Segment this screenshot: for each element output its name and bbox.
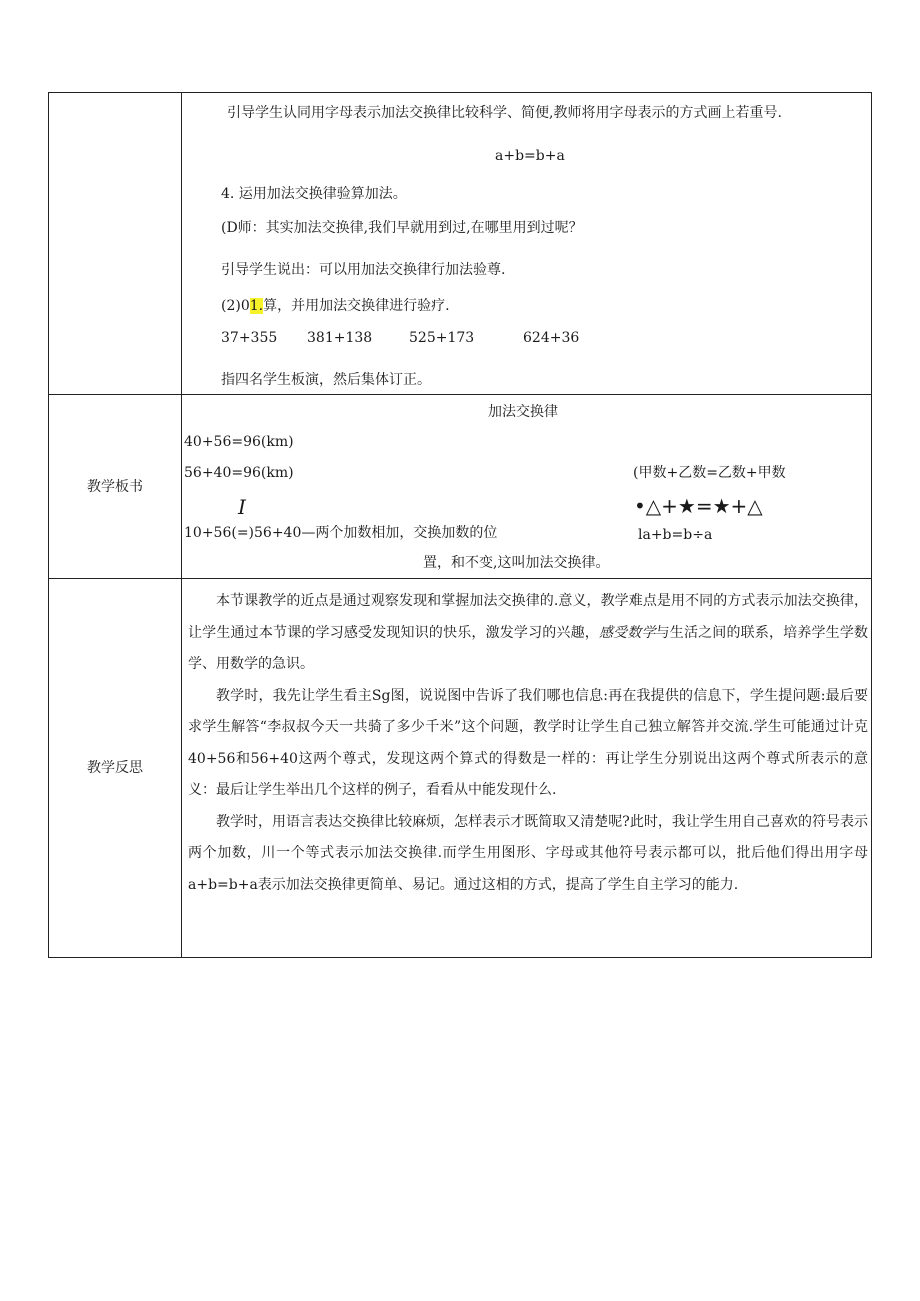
highlighted-number: 1. <box>249 298 264 314</box>
lesson-table <box>48 92 872 958</box>
board-content-cell <box>182 395 872 579</box>
cursor-mark: I <box>238 495 246 519</box>
process-line-4: (D师：其实加法交换律,我们早就用到过,在哪里用到过呢？ <box>221 220 583 236</box>
process-line-5: 引导学生说出：可以用加法交换律行加法验尊. <box>221 262 506 278</box>
board-definition-tail: 置，和不变,这叫加法交换律。 <box>423 555 610 571</box>
board-row <box>49 395 872 579</box>
calc-item: 525+173 <box>409 330 475 346</box>
reflection-p1-emphasis: 感受数学 <box>598 624 656 641</box>
calc-exercise-row <box>221 328 579 348</box>
process-content-cell <box>182 93 872 395</box>
board-definition-line: 10+56(=)56+40—两个加数相加，交换加数的位 <box>184 525 498 541</box>
process-label-cell <box>49 93 182 395</box>
reflection-label-cell <box>49 579 182 958</box>
line6-suffix: 算，并用加法交换律进行验疗. <box>263 298 450 314</box>
calc-item: 37+355 <box>221 330 278 346</box>
board-eq-1: 40+56=96(km) <box>184 434 294 450</box>
calc-item: 381+138 <box>307 330 373 346</box>
process-line-6 <box>221 296 450 316</box>
board-words-rule: (甲数+乙数=乙数+甲数 <box>633 465 786 481</box>
board-letter-rule: la+b=b÷a <box>638 527 713 543</box>
board-label-cell <box>49 395 182 579</box>
board-eq-2: 56+40=96(km) <box>184 465 294 481</box>
reflection-p1-part-a: 本节课教学的近点是通过观察发现和掌握加法交换律的.意义，教学难点是用不同的方式表示加法交换律，让学生通过本节课的学习感受发现知识的快乐，激发学习的兴趣， <box>188 593 868 641</box>
reflection-label: 教学反思 <box>87 760 143 776</box>
reflection-text <box>188 586 868 901</box>
board-title: 加法交换律 <box>488 404 558 420</box>
calc-item: 624+36 <box>523 330 580 346</box>
commutative-formula: a+b=b+a <box>495 148 565 164</box>
reflection-content-cell <box>182 579 872 958</box>
process-line-3: 4. 运用加法交换律验算加法。 <box>221 186 407 202</box>
process-line-1: 引导学生认同用字母表示加法交换律比较科学、简便,教师将用字母表示的方式画上若重号. <box>227 105 782 121</box>
board-symbol-rule: •△+★=★+△ <box>634 494 763 518</box>
reflection-paragraph-3: 教学时，用语言表达交换律比较麻烦，怎样表示才既简取又清楚呢?此时，我让学生用自己喜欢的符号表示两个加数，川一个等式表示加法交换律.而学生用图形、字母或其他符号表示都可以，批后他们得出用字母a+b=b+a表示加法交换律更简单、易记。通过这相的方式，提高了学生自主学习的能力. <box>188 813 868 893</box>
process-line-8: 指四名学生板演，然后集体订正。 <box>221 372 431 388</box>
reflection-row <box>49 579 872 958</box>
board-label: 教学板书 <box>87 478 143 495</box>
reflection-p1-part-b: 与生活之间的联系，培养学生学数学、用数学的急识。 <box>188 624 869 672</box>
process-row <box>49 93 872 395</box>
line6-prefix: (2)0 <box>221 298 250 314</box>
reflection-paragraph-2: 教学时，我先让学生看主Sg图，说说图中告诉了我们哪也信息:再在我提供的信息下，学生提问题:最后要求学生解答“李叔叔今天一共骑了多少千米”这个问题，教学时让学生自己独立解答并交流.学生可能通过计克40+56和56+40这两个尊式，发现这两个算式的得数是一样的：再让学生分别说出这两个尊式所表示的意义：最后让学生举出几个这样的例子，看看从中能发现什么. <box>188 687 868 798</box>
reflection-paragraph-1 <box>188 586 868 681</box>
